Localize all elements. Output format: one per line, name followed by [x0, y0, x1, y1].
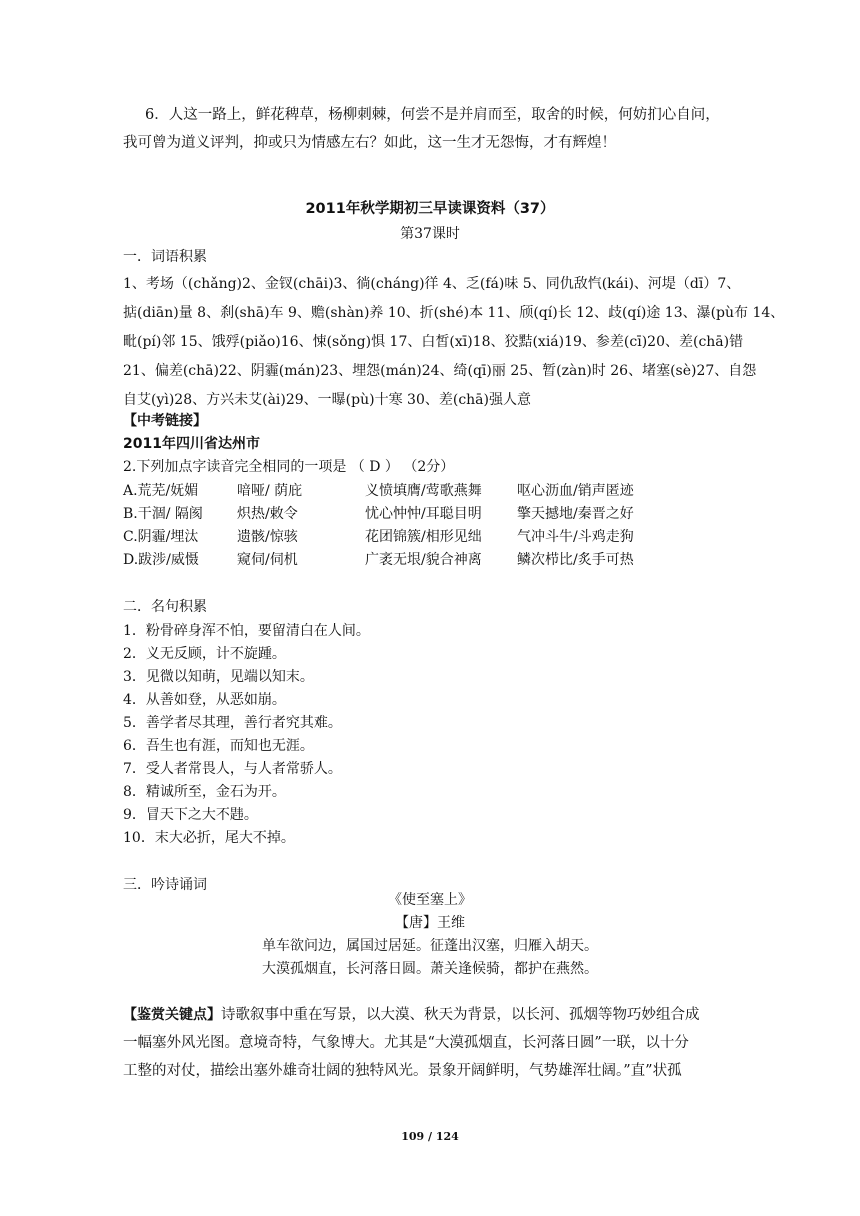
vocabulary-list: [123, 270, 785, 415]
page-number: 109 / 124: [401, 1130, 459, 1143]
page-subtitle: 第37课时: [400, 226, 460, 242]
option-row-c: [123, 526, 634, 546]
poem-title: 《使至塞上》: [388, 892, 472, 908]
option-row-a: [123, 480, 634, 500]
poem-author: 【唐】王维: [395, 915, 465, 931]
appreciation-text: 诗歌叙事中重在写景，以大漠、秋天为背景，以长河、孤烟等物巧妙组合成: [221, 1007, 700, 1023]
option-cell: C.阴霾/埋汰: [123, 529, 199, 545]
poem-line-1: 单车欲问边，属国过居延。征蓬出汉塞，归雁入胡天。: [262, 938, 598, 954]
vocab-line: 1、考场（(chǎng)2、金钗(chāi)3、徜(cháng)徉 4、乏(fá)味 5、同仇敌忾(kái)、河堤（dī）7、: [123, 276, 741, 292]
vocab-line: 21、偏差(chā)22、阴霾(mán)23、埋怨(mán)24、绮(qī)丽 25、暂(zàn)时 26、堵塞(sè)27、自怨: [123, 363, 757, 379]
option-cell: 气冲斗牛/斗鸡走狗: [517, 529, 634, 545]
section-three-heading: 三．吟诗诵词: [123, 877, 207, 893]
option-cell: 鳞次栉比/炙手可热: [517, 552, 634, 568]
option-cell: 遗骸/惊骇: [237, 529, 298, 545]
exam-place: 2011年四川省达州市: [123, 436, 260, 452]
paragraph-six: [123, 101, 743, 157]
option-cell: 喑哑/ 荫庇: [237, 483, 303, 499]
option-row-b: [123, 503, 634, 523]
section-one-heading: 一．词语积累: [123, 249, 207, 265]
vocab-line: 毗(pí)邻 15、饿殍(piǎo)16、悚(sǒng)惧 17、白皙(xī)18、狡黠(xiá)19、参差(cī)20、差(chā)错: [123, 334, 744, 350]
famous-line: 1．粉骨碎身浑不怕，要留清白在人间。: [123, 623, 370, 639]
option-cell: 广袤无垠/貌合神离: [365, 552, 482, 568]
option-cell: D.跋涉/威慑: [123, 552, 199, 568]
option-cell: 窥伺/伺机: [237, 552, 298, 568]
poem-line-2: 大漠孤烟直，长河落日圆。萧关逢候骑，都护在燕然。: [262, 961, 598, 977]
appreciation-line-3: 工整的对仗，描绘出塞外雄奇壮阔的独特风光。景象开阔鲜明，气势雄浑壮阔。”直”状孤: [123, 1063, 682, 1079]
section-two-heading: 二．名句积累: [123, 599, 207, 615]
option-cell: B.干涸/ 隔阂: [123, 506, 203, 522]
vocab-line: 自艾(yì)28、方兴未艾(ài)29、一曝(pù)十寒 30、差(chā)强人意: [123, 392, 531, 408]
option-cell: 忧心忡忡/耳聪目明: [365, 506, 482, 522]
exam-link-heading: 【中考链接】: [123, 413, 207, 429]
famous-line: 6．吾生也有涯，而知也无涯。: [123, 738, 314, 754]
appreciation-paragraph: [123, 1001, 743, 1085]
paragraph-six-line-1: 6．人这一路上，鲜花稗草，杨柳刺棘，何尝不是并肩而至，取舍的时候，何妨扪心自问，: [145, 107, 720, 123]
vocab-line: 掂(diān)量 8、刹(shā)车 9、赡(shàn)养 10、折(shé)本 11、颀(qí)长 12、歧(qí)途 13、瀑(pù布 14、: [123, 305, 785, 321]
option-cell: 花团锦簇/相形见绌: [365, 529, 482, 545]
famous-line: 9．冒天下之大不韪。: [123, 807, 258, 823]
famous-line: 8．精诚所至，金石为开。: [123, 784, 286, 800]
famous-line: 3．见微以知萌，见端以知末。: [123, 669, 314, 685]
option-cell: 擎天撼地/秦晋之好: [517, 506, 634, 522]
exam-question: 2.下列加点字读音完全相同的一项是 （ D ） （2分）: [123, 459, 455, 475]
option-cell: 炽热/敕令: [237, 506, 298, 522]
famous-line: 2．义无反顾，计不旋踵。: [123, 646, 286, 662]
paragraph-six-line-2: 我可曾为道义评判，抑或只为情感左右？如此，这一生才无怨悔，才有辉煌！: [123, 135, 616, 151]
option-cell: A.荒芜/妩媚: [123, 483, 199, 499]
option-cell: 呕心沥血/销声匿迹: [517, 483, 634, 499]
page-title: 2011年秋学期初三早读课资料（37）: [305, 201, 555, 217]
appreciation-line-2: 一幅塞外风光图。意境奇特，气象博大。尤其是“大漠孤烟直，长河落日圆”一联，以十分: [123, 1035, 689, 1051]
appreciation-label: 【鉴赏关键点】: [123, 1007, 221, 1023]
famous-line: 4．从善如登，从恶如崩。: [123, 692, 286, 708]
famous-line: 10．末大必折，尾大不掉。: [123, 830, 295, 846]
option-cell: 义愤填膺/莺歌燕舞: [365, 483, 482, 499]
famous-line: 5．善学者尽其理，善行者究其难。: [123, 715, 342, 731]
famous-line: 7．受人者常畏人，与人者常骄人。: [123, 761, 342, 777]
appreciation-line-1: [123, 1001, 743, 1029]
option-row-d: [123, 549, 634, 569]
